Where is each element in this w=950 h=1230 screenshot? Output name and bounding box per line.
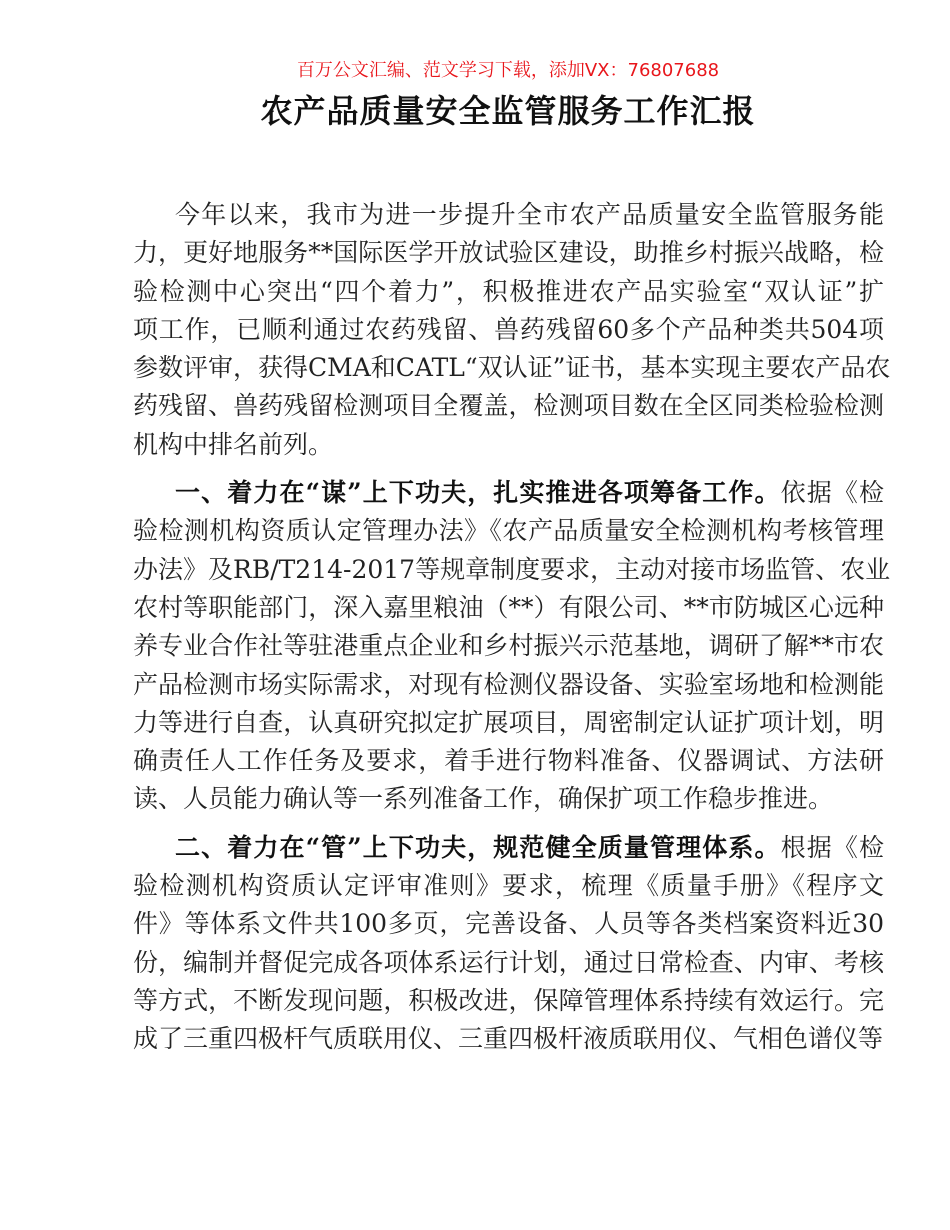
text-line: [133, 742, 884, 780]
line-text: 验检测机构资质认定评审准则》要求，梳理《质量手册》《程序文: [133, 871, 884, 901]
document-body: [133, 196, 891, 1069]
line-text: 确责任人工作任务及要求，着手进行物料准备、仪器调试、方法研: [133, 746, 884, 776]
paragraph: [133, 474, 891, 819]
line-text: 份，编制并督促完成各项体系运行计划，通过日常检查、内审、考核: [133, 947, 884, 977]
line-text: 药残留、兽药残留检测项目全覆盖，检测项目数在全区同类检验检测: [133, 391, 884, 421]
paragraph: [133, 196, 891, 464]
text-line: [133, 349, 891, 387]
line-text: 产品检测市场实际需求，对现有检测仪器设备、实验室场地和检测能: [133, 669, 884, 699]
line-text: 办法》及RB/T214-2017等规章制度要求，主动对接市场监管、农业: [133, 554, 891, 584]
text-line: [133, 273, 884, 311]
text-line: [133, 589, 884, 627]
text-line: [133, 426, 884, 464]
text-line: [133, 311, 884, 349]
line-text: 今年以来，我市为进一步提升全市农产品质量安全监管服务能: [175, 200, 884, 229]
text-line: [133, 666, 884, 704]
text-line: [133, 867, 884, 905]
document-title: 农产品质量安全监管服务工作汇报: [260, 92, 756, 130]
text-line: [133, 512, 884, 550]
line-text: 验检测中心突出“四个着力”，积极推进农产品实验室“双认证”扩: [133, 276, 884, 306]
text-line: [133, 196, 884, 234]
text-line: [133, 387, 884, 425]
text-line: [133, 474, 884, 512]
watermark-banner: 百万公文汇编、范文学习下载，添加VX：76807688: [296, 60, 720, 81]
text-line: [133, 944, 884, 982]
paragraph: [133, 829, 884, 1059]
text-line: [133, 234, 884, 272]
text-line: [133, 704, 884, 742]
line-text: 参数评审，获得CMA和CATL“双认证”证书，基本实现主要农产品农: [133, 353, 891, 383]
line-text: 等方式，不断发现问题，积极改进，保障管理体系持续有效运行。完: [133, 985, 884, 1015]
line-text: 根据《检: [780, 832, 884, 862]
text-line: [133, 780, 884, 818]
text-line: [133, 1020, 884, 1058]
line-text: 成了三重四极杆气质联用仪、三重四极杆液质联用仪、气相色谱仪等: [133, 1024, 884, 1054]
line-text: 力，更好地服务**国际医学开放试验区建设，助推乡村振兴战略，检: [133, 238, 884, 268]
section-heading: 一、着力在“谋”上下功夫，扎实推进各项筹备工作。: [175, 478, 781, 508]
text-line: [133, 829, 884, 867]
line-text: 件》等体系文件共100多页，完善设备、人员等各类档案资料近30: [133, 909, 884, 939]
text-line: [133, 551, 891, 589]
line-text: 力等进行自查，认真研究拟定扩展项目，周密制定认证扩项计划，明: [133, 707, 884, 737]
text-line: [133, 982, 884, 1020]
section-heading: 二、着力在“管”上下功夫，规范健全质量管理体系。: [175, 832, 781, 862]
text-line: [133, 905, 884, 943]
line-text: 验检测机构资质认定管理办法》《农产品质量安全检测机构考核管理: [133, 516, 884, 546]
line-text: 读、人员能力确认等一系列准备工作，确保扩项工作稳步推进。: [133, 784, 834, 814]
line-text: 养专业合作社等驻港重点企业和乡村振兴示范基地，调研了解**市农: [133, 631, 884, 661]
text-line: [133, 627, 884, 665]
line-text: 机构中排名前列。: [133, 429, 334, 459]
line-text: 项工作，已顺利通过农药残留、兽药残留60多个产品种类共504项: [133, 314, 884, 344]
line-text: 农村等职能部门，深入嘉里粮油（**）有限公司、**市防城区心远种: [133, 592, 884, 622]
line-text: 依据《检: [780, 478, 884, 508]
